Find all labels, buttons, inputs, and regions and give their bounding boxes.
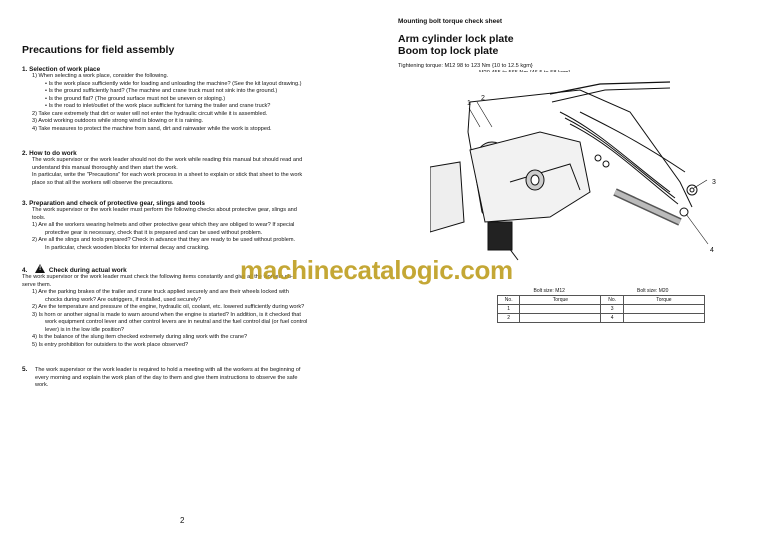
s2-line: place so that all the workers will observe the precautions. [32,179,174,186]
section-4-number: 4. [22,267,28,274]
s2-line: In particular, write the "Precautions" for each work process in a sheet to explain or stick that sheet to the work [32,172,303,178]
page-number: 2 [180,516,185,525]
right-title-1: Arm cylinder lock plate [398,33,514,45]
section-4-title: Check during actual work [48,267,127,274]
s4-line: work equipment control lever and other control levers are in neutral and the fuel control dial (or fuel control [45,319,308,325]
s4-line: 5) Is entry prohibition for outsiders to the work place observed? [32,341,189,348]
s1-line: • Is the ground flat? (The ground surface must not be uneven or sloping.) [45,95,226,102]
row-no: 1 [498,305,520,314]
lock-plate-drawing [430,72,712,262]
s1-line: 3) Avoid working outdoors while strong wind is blowing or it is raining. [32,118,204,124]
s3-line: 1) Are all the workers wearing helmets and other protective gear which they are obliged to wear? If special [32,222,295,228]
row-no: 3 [601,305,623,314]
s4-line: serve them. [22,281,52,288]
watermark: machinecatalogic.com [240,255,513,285]
table-row [498,314,705,323]
callout-4: 4 [710,247,714,254]
section-5 [22,366,300,390]
s1-line: 1) When selecting a work place, consider the following. [32,73,169,79]
s2-line: The work supervisor or the work leader should not do the work while reading this manual but should read and [32,157,303,163]
torque-check-table [497,287,705,323]
torque-entry[interactable] [623,305,704,314]
s3-line: In particular, check wooden blocks for internal decay and cracking. [45,244,210,251]
section-1-title: 1. Selection of work place [22,66,101,73]
col-no: No. [601,296,623,305]
table-row [498,305,705,314]
s3-line: 2) Are all the slings and tools prepared? Check in advance that they are ready to be used without problem. [32,237,296,243]
s3-line: tools. [32,214,46,221]
torque-entry[interactable] [623,314,704,323]
col-torque: Torque [623,296,704,305]
s1-line: • Is the ground sufficiently hard? (The machine and crane truck must not sink into the ground.) [45,88,278,94]
torque-entry[interactable] [520,314,601,323]
s1-line: • Is the road to inlet/outlet of the work place sufficient for turning the trailer and crane truck? [45,103,271,109]
callout-2: 2 [481,95,485,102]
s1-line: • Is the work place sufficiently wide for loading and unloading the machine? (See the kit layout drawing.) [45,80,302,87]
warning-icon: ! [35,264,45,273]
section-5-number: 5. [22,366,28,373]
s5-line: work. [35,382,49,388]
callout-1: 1 [467,100,471,107]
s1-line: 2) Take care extremely that dirt or water will not enter the hydraulic circuit while it is assembled. [32,110,268,117]
row-no: 2 [498,314,520,323]
section-1 [22,66,302,133]
s5-line: every morning and explain the work plan of the day to them and give them instructions to observe the safe [35,374,298,381]
sheet-header: Mounting bolt torque check sheet [398,18,503,25]
page-title: Precautions for field assembly [22,44,175,56]
section-2-title: 2. How to do work [22,150,77,157]
col-no: No. [498,296,520,305]
s3-line: protective gear is necessary, check that it is prepared and can be used without problem. [45,229,263,236]
s4-line: 1) Are the parking brakes of the trailer and crane truck applied securely and are their wheels locked with [32,289,289,295]
s4-line: 3) Is horn or another signal is made to warn around when the engine is started? In addition, is it checked that [32,311,301,318]
s1-line: 4) Take measures to protect the machine from sand, dirt and rainwater while the work is stopped. [32,125,272,132]
torque-spec-m12: Tightening torque: M12 98 to 123 Nm {10 to 12.5 kgm} [398,63,533,69]
s4-line: chocks during work? Are outriggers, if installed, used securely? [45,296,202,303]
torque-spec-m20: M20 455 to 565 Nm {46.5 to 58 kgm} [479,70,571,76]
section-3 [22,200,297,252]
s3-line: The work supervisor or the work leader must perform the following checks about protective gear, slings and [32,207,297,213]
right-title-2: Boom top lock plate [398,45,499,57]
section-2 [22,150,302,187]
torque-entry[interactable] [520,305,601,314]
row-no: 4 [601,314,623,323]
bolt-size-m20-header: Bolt size: M20 [601,287,705,296]
callout-3: 3 [712,179,716,186]
s4-line: 2) Are the temperature and pressure of the engine, hydraulic oil, coolant, etc. lowered sufficiently during work? [32,304,305,310]
s2-line: understand this manual thoroughly and then start the work. [32,164,178,171]
col-torque: Torque [520,296,601,305]
s4-line: 4) Is the balance of the slung item checked extremely during sling work with the crane? [32,334,248,340]
s5-line: The work supervisor or the work leader is required to hold a meeting with all the workers at the beginning of [34,367,301,373]
s4-line: The work supervisor or the work leader must check the following items constantly and give all the workers ob- [22,274,293,280]
s4-line: lever) is in the low idle position? [45,326,124,333]
section-3-title: 3. Preparation and check of protective gear, slings and tools [22,200,205,207]
bolt-size-m12-header: Bolt size: M12 [498,287,601,296]
